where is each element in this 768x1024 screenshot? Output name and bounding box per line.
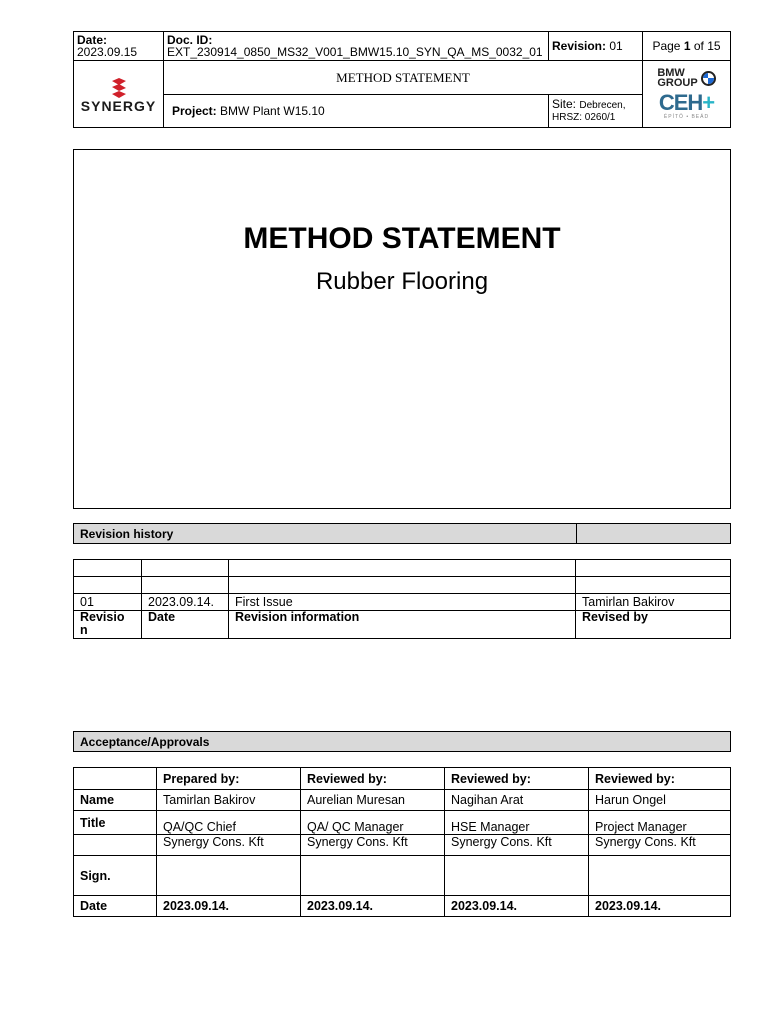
docid-value: EXT_230914_0850_MS32_V001_BMW15.10_SYN_QA_MS_0032_01 — [167, 45, 543, 59]
site-hrsz: HRSZ: 0260/1 — [552, 112, 616, 123]
project-value: BMW Plant W15.10 — [220, 104, 325, 118]
table-row: Title QA/QC Chief QA/ QC Manager HSE Manager Project Manager — [74, 811, 731, 835]
revision-number: 01 — [74, 594, 142, 611]
docid-cell — [164, 32, 549, 61]
synergy-mark-icon — [108, 77, 130, 99]
site-value: Debrecen, — [579, 100, 626, 111]
reviewed-by-header: Reviewed by: — [301, 768, 445, 790]
approvals-heading — [73, 731, 731, 752]
bmw-roundel-icon — [701, 71, 716, 86]
signature-field — [157, 856, 301, 896]
revised-by-col-label: Revised by — [576, 611, 731, 639]
table-row — [74, 856, 731, 896]
table-row — [74, 560, 731, 577]
revision-history-heading — [73, 523, 731, 544]
ceh-plus-text: + — [702, 90, 715, 115]
bmw-group-logo — [646, 68, 727, 88]
revision-col-label: Revisio n — [74, 611, 142, 639]
date-value: 2023.09.15 — [77, 45, 138, 59]
synergy-logo-text: SYNERGY — [80, 97, 157, 114]
revision-author: Tamirlan Bakirov — [576, 594, 731, 611]
doc-type-cell — [164, 61, 643, 95]
synergy-logo — [74, 61, 164, 128]
bmw-logo-text: BMW — [657, 67, 685, 79]
project-label: Project: — [172, 104, 217, 118]
revision-info-col-label: Revision information — [229, 611, 576, 639]
signature-field — [301, 856, 445, 896]
page-of: of — [693, 39, 704, 53]
revision-column-labels — [74, 611, 731, 639]
ceh-logo-subtext: ÉPÍTŐ • BEÁD — [663, 114, 710, 120]
date-cell — [74, 32, 164, 61]
name-row-label: Name — [74, 790, 157, 811]
revision-cell — [549, 32, 643, 61]
revision-table — [73, 559, 731, 639]
bmw-group-text: GROUP — [657, 77, 698, 89]
reviewed-by-header: Reviewed by: — [589, 768, 731, 790]
site-cell — [549, 95, 643, 128]
prepared-by-header: Prepared by: — [157, 768, 301, 790]
signature-field — [445, 856, 589, 896]
signature-field — [589, 856, 731, 896]
project-cell — [164, 95, 549, 128]
table-row — [74, 768, 731, 790]
doc-type: METHOD STATEMENT — [336, 69, 470, 85]
docid-label: Doc. ID: — [167, 33, 213, 47]
date-row-label: Date — [74, 896, 157, 917]
table-row: Date 2023.09.14. 2023.09.14. 2023.09.14. 2023.09.14. — [74, 896, 731, 917]
revision-value: 01 — [609, 39, 623, 53]
document-header — [73, 31, 731, 128]
sign-row-label: Sign. — [74, 856, 157, 896]
ceh-logo — [646, 92, 727, 120]
table-row: Name Tamirlan Bakirov Aurelian Muresan Nagihan Arat Harun Ongel — [74, 790, 731, 811]
page-label: Page — [652, 39, 681, 53]
sub-title: Rubber Flooring — [315, 268, 489, 295]
page-total: 15 — [707, 39, 721, 53]
table-row: Synergy Cons. Kft Synergy Cons. Kft Synergy Cons. Kft Synergy Cons. Kft — [74, 835, 731, 856]
table-row — [74, 577, 731, 594]
date-label: Date: — [77, 33, 108, 47]
ceh-logo-text: CEH — [658, 90, 703, 115]
revision-info: First Issue — [229, 594, 576, 611]
page-cell — [643, 32, 731, 61]
approvals-title: Acceptance/Approvals — [74, 732, 731, 752]
title-box — [73, 149, 731, 509]
page-current: 1 — [683, 39, 691, 53]
revision-date: 2023.09.14. — [142, 594, 229, 611]
revision-label: Revision: — [552, 39, 607, 53]
client-logos — [643, 61, 731, 128]
table-row — [74, 594, 731, 611]
site-label: Site: — [552, 97, 577, 111]
reviewed-by-header: Reviewed by: — [445, 768, 589, 790]
approvals-table — [73, 767, 731, 917]
date-col-label: Date — [142, 611, 229, 639]
title-row-label: Title — [74, 811, 157, 835]
main-title: METHOD STATEMENT — [243, 222, 561, 255]
revision-history-title: Revision history — [74, 524, 577, 544]
